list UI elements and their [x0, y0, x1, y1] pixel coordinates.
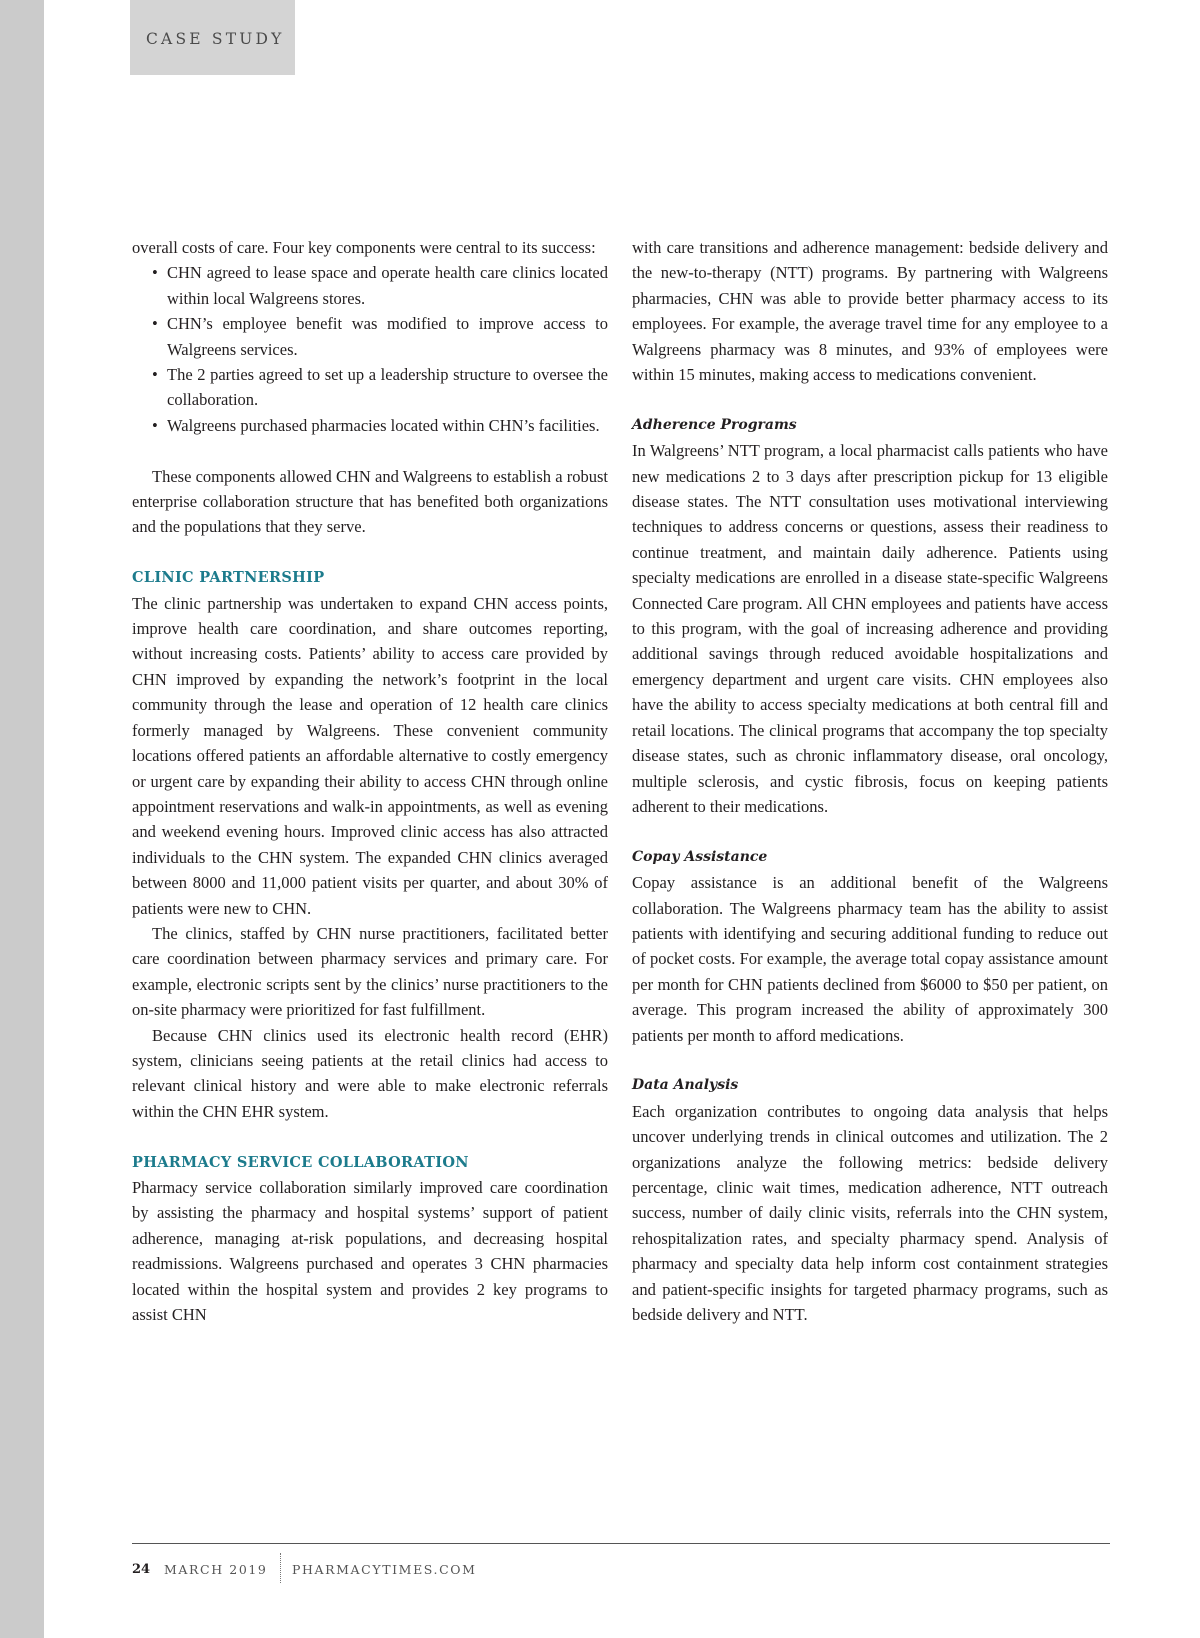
data-analysis-heading: Data Analysis [632, 1077, 739, 1094]
section-tab [130, 0, 295, 75]
footer-rule [132, 1543, 1110, 1544]
clinic-paragraph-3: Because CHN clinics used its electronic health record (EHR) system, clinicians seeing patients at the retail clinics had access to relevant clinical history and were able to make electronic referrals within the CHN EHR system. [132, 1025, 608, 1121]
pharmacy-paragraph: Pharmacy service collaboration similarly improved care coordination by assisting the pharmacy and hospital systems’ support of patient adherence, managing at-risk populations, and decreasing hospital readmissions. Walgreens purchased and operates 3 CHN pharmacies located within the hospital system and provides 2 key programs to assist CHN [132, 1177, 608, 1325]
site-name: PHARMACYTIMES.COM [292, 1562, 477, 1577]
clinic-paragraph-1: The clinic partnership was undertaken to expand CHN access points, improve health care coordination, and share outcomes reporting, without increasing costs. Patients’ ability to access care provided by CHN improved by expanding the network’s footprint in the local community through the lease and operation of 12 health care clinics formerly managed by Walgreens. These convenient community locations offered patients an affordable alternative to costly emergency or urgent care by expanding their ability to access CHN through online appointment reservations and walk-in appointments, as well as evening and weekend evening hours. Improved clinic access has also attracted individuals to the CHN system. The expanded CHN clinics averaged between 8000 and 11,000 patient visits per quarter, and about 30% of patients were new to CHN. [132, 593, 608, 918]
left-column [132, 235, 608, 1327]
list-item-text: CHN’s employee benefit was modified to improve access to Walgreens services. [167, 314, 608, 359]
components-paragraph: These components allowed CHN and Walgreens to establish a robust enterprise collaboration structure that has benefited both organizations and the populations that they serve. [132, 466, 608, 537]
bullet-icon: • [152, 415, 158, 435]
data-analysis-paragraph: Each organization contributes to ongoing data analysis that helps uncover underlying trends in clinical outcomes and utilization. The 2 organizations analyze the following metrics: bedside delivery percentage, clinic wait times, medication adherence, NTT outreach success, number of daily clinic visits, referrals into the CHN system, rehospitalization rates, and specialty pharmacy spend. Analysis of pharmacy and specialty data help inform cost containment strategies and patient-specific insights for targeted pharmacy programs, such as bedside delivery and NTT. [632, 1101, 1108, 1325]
issue-date: MARCH 2019 [164, 1562, 268, 1577]
list-item [152, 260, 608, 311]
copay-paragraph: Copay assistance is an additional benefit of the Walgreens collaboration. The Walgreens pharmacy team has the ability to assist patients with identifying and securing additional funding to reduce out of pocket costs. For example, the average total copay assistance amount per month for CHN patients declined from $6000 to $50 per patient, on average. This program increased the ability of approximately 300 patients per month to afford medications. [632, 873, 1108, 1045]
pharmacy-collaboration-heading: PHARMACY SERVICE COLLABORATION [132, 1153, 469, 1171]
bullet-icon: • [152, 263, 158, 283]
continuation-paragraph: with care transitions and adherence management: bedside delivery and the new-to-therapy (NTT) programs. By partnering with Walgreens pharmacies, CHN was able to provide better pharmacy access to its employees. For example, the average travel time for any employee to a Walgreens pharmacy was 8 minutes, and 93% of employees were within 15 minutes, making access to medications convenient. [632, 238, 1108, 385]
clinic-partnership-heading: CLINIC PARTNERSHIP [132, 569, 325, 587]
list-item-text: The 2 parties agreed to set up a leadership structure to oversee the collaboration. [167, 365, 608, 410]
list-item-text: Walgreens purchased pharmacies located within CHN’s facilities. [167, 415, 600, 435]
list-item [152, 311, 608, 362]
page-number: 24 [132, 1562, 151, 1577]
components-list [132, 260, 608, 438]
intro-paragraph: overall costs of care. Four key components were central to its success: [132, 238, 596, 257]
section-tab-label: CASE STUDY [146, 30, 285, 48]
adherence-paragraph: In Walgreens’ NTT program, a local pharmacist calls patients who have new medications 2 to 3 days after prescription pickup for 13 eligible disease states. The NTT consultation uses motivational interviewing techniques to address concerns or questions, assess their readiness to continue treatment, and maintain daily adherence. Patients using specialty medications are enrolled in a disease state-specific Walgreens Connected Care program. All CHN employees and patients have access to this program, with the goal of increasing adherence and providing additional savings through reduced avoidable hospitalizations and emergency department and urgent care visits. CHN employees also have the ability to access specialty medications at both central fill and retail locations. The clinical programs that accompany the top specialty disease states, such as chronic inflammatory disease, oral oncology, multiple sclerosis, and cystic fibrosis, focus on keeping patients adherent to their medications. [632, 441, 1108, 816]
clinic-paragraph-2: The clinics, staffed by CHN nurse practitioners, facilitated better care coordination between pharmacy services and primary care. For example, electronic scripts sent by the clinics’ nurse practitioners to the on-site pharmacy were prioritized for fast fulfillment. [132, 923, 608, 1020]
bullet-icon: • [152, 314, 158, 334]
copay-assistance-heading: Copay Assistance [632, 848, 768, 865]
footer-divider [280, 1553, 281, 1583]
bullet-icon: • [152, 365, 158, 385]
list-item [152, 362, 608, 413]
side-margin-bar [0, 0, 44, 1638]
list-item [152, 413, 608, 438]
list-item-text: CHN agreed to lease space and operate health care clinics located within local Walgreens stores. [167, 263, 608, 308]
adherence-programs-heading: Adherence Programs [632, 416, 797, 433]
right-column [632, 235, 1108, 1327]
